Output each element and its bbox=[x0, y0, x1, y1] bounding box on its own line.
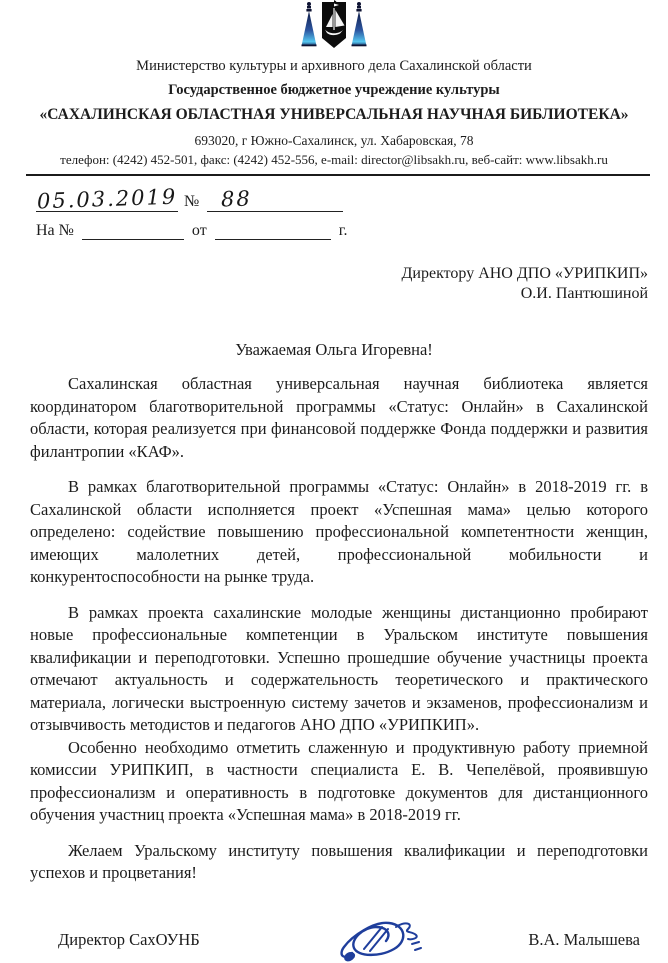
reply-reference-row bbox=[36, 216, 668, 240]
address-line: 693020, г Южно-Сахалинск, ул. Хабаровская, 78 bbox=[194, 133, 474, 148]
ministry-line: Министерство культуры и архивного дела Сахалинской области bbox=[136, 58, 532, 74]
signer-position: Директор СахОУНБ bbox=[58, 929, 200, 949]
paragraph-1: Сахалинская областная универсальная научная библиотека является координатором благотворительной программы «Статус: Онлайн» в Сахалинской области, которая реализуется при финансовой поддержке Фонда поддержки и развития филантропии «КАФ». bbox=[30, 374, 648, 461]
paragraph-5: Желаем Уральскому институту повышения квалификации и переподготовки успехов и процветания! bbox=[30, 840, 648, 882]
coat-of-arms-icon bbox=[300, 0, 368, 50]
signature-icon bbox=[334, 911, 454, 963]
right-tower bbox=[352, 2, 367, 46]
paragraph-3: В рамках проекта сахалинские молодые женщины дистанционно пробирают новые профессиональные компетенции в Уральском институте повышения квалификации и переподготовки. Успешно прошедшие обучение участницы проекта отмечают актуальность и содержательность теоретического и практического материала, логически выстроенную систему зачетов и экзаменов, профессионализм и отзывчивость методистов и педагогов АНО ДПО «УРИПКИП». bbox=[30, 602, 648, 734]
reference-block bbox=[36, 182, 668, 240]
addressee-block bbox=[0, 264, 648, 304]
letterhead bbox=[0, 58, 668, 168]
number-sign-label: № bbox=[184, 193, 200, 210]
reply-label: На № bbox=[36, 222, 74, 239]
date-blank bbox=[36, 184, 178, 214]
reply-year-label: г. bbox=[338, 222, 348, 239]
signer-name: В.А. Малышева bbox=[528, 929, 640, 949]
emblem-container bbox=[0, 0, 668, 50]
header-divider bbox=[26, 174, 650, 176]
paragraph-2: В рамках благотворительной программы «Статус: Онлайн» в 2018-2019 гг. в Сахалинской области исполняется проект «Успешная мама» целью которого определено: содействие повышению профессиональной компетентности женщин, имеющих малолетних детей, профессиональной мобильности и конкурентоспособности на рынке труда. bbox=[30, 477, 648, 586]
org-name-line: «САХАЛИНСКАЯ ОБЛАСТНАЯ УНИВЕРСАЛЬНАЯ НАУЧНАЯ БИБЛИОТЕКА» bbox=[39, 106, 629, 123]
paragraph-4: Особенно необходимо отметить слаженную и продуктивную работу приемной комиссии УРИПКИП, в частности специалиста Е. В. Чепелёвой, проявившую профессионализм и оперативность в подготовке документов для дистанционного обучения участниц проекта «Успешная мама» в 2018-2019 гг. bbox=[30, 737, 648, 824]
handwritten-number: 88 bbox=[220, 186, 253, 212]
reply-number-blank bbox=[82, 239, 184, 240]
addressee-position: Директору АНО ДПО «УРИПКИП» bbox=[401, 265, 648, 282]
number-blank bbox=[207, 188, 343, 212]
salutation: Уважаемая Ольга Игоревна! bbox=[235, 340, 433, 359]
addressee-name: О.И. Пантюшиной bbox=[520, 285, 648, 302]
contacts-line: телефон: (4242) 452-501, факс: (4242) 452-556, e-mail: director@libsakh.ru, веб-сайт: www.libsakh.ru bbox=[60, 152, 608, 167]
reply-date-blank bbox=[215, 239, 331, 240]
signature-row bbox=[58, 911, 640, 963]
org-type-line: Государственное бюджетное учреждение культуры bbox=[168, 82, 500, 98]
shield-ship bbox=[322, 0, 346, 48]
date-number-row bbox=[36, 182, 668, 212]
left-tower bbox=[302, 2, 317, 46]
handwritten-date: 05.03.2019 bbox=[36, 184, 178, 214]
letter-body bbox=[30, 373, 648, 885]
reply-from-label: от bbox=[191, 222, 207, 239]
